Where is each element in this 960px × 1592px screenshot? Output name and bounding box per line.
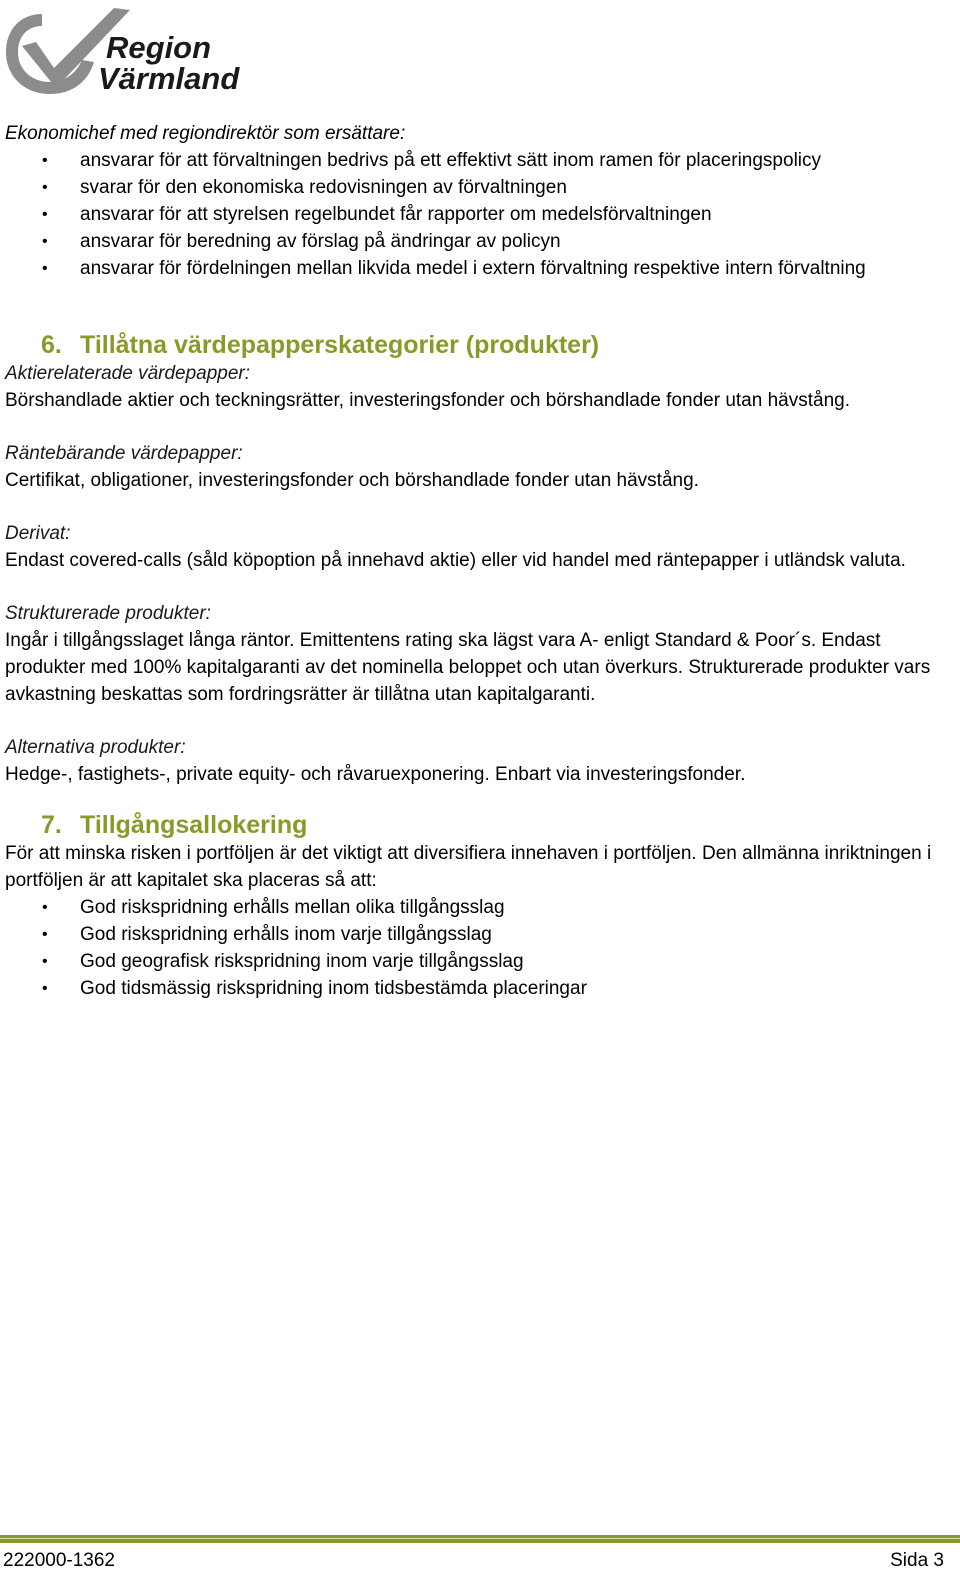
list-item: • svarar för den ekonomiska redovisningen av förvaltningen (5, 174, 940, 201)
list-item: • God riskspridning erhålls mellan olika tillgångsslag (5, 894, 940, 921)
bullet-icon: • (42, 260, 48, 277)
page-number: Sida 3 (890, 1550, 944, 1571)
block-text: Ingår i tillgångsslaget långa räntor. Emittentens rating ska lägst vara A- enligt Standard & Poor´s. Endast produkter med 100% kapitalgaranti av det nominella beloppet och utan överkurs. Strukturerade produkter vars avkastning beskattas som fordringsrätter är tillåtna utan kapitalgaranti. (5, 630, 931, 705)
bullet-icon: • (42, 233, 48, 250)
page-footer (0, 1547, 960, 1575)
intro-heading: Ekonomichef med regiondirektör som ersättare: (5, 123, 406, 144)
block-label: Aktierelaterade värdepapper: (5, 363, 251, 384)
list-item: • God tidsmässig riskspridning inom tidsbestämda placeringar (5, 975, 940, 1002)
block-label: Alternativa produkter: (5, 737, 186, 758)
document-number: 222000-1362 (3, 1550, 115, 1571)
block-derivat (5, 520, 940, 574)
block-rantebarande (5, 440, 940, 494)
footer-divider (0, 1535, 960, 1543)
list-item: • ansvarar för att förvaltningen bedrivs på ett effektivt sätt inom ramen för placeringspolicy (5, 147, 940, 174)
list-item: • ansvarar för fördelningen mellan likvida medel i extern förvaltning respektive intern förvaltning (5, 255, 940, 282)
section-6-heading (5, 330, 940, 360)
bullet-icon: • (42, 152, 48, 169)
section-6-title: Tillåtna värdepapperskategorier (produkter) (80, 331, 600, 359)
list-item: • ansvarar för att styrelsen regelbundet får rapporter om medelsförvaltningen (5, 201, 940, 228)
block-label: Strukturerade produkter: (5, 603, 211, 624)
list-item: • God riskspridning erhålls inom varje tillgångsslag (5, 921, 940, 948)
block-aktier (5, 360, 940, 414)
section-7-title: Tillgångsallokering (80, 811, 308, 839)
intro-list (5, 147, 940, 282)
section-7-intro: För att minska risken i portföljen är det viktigt att diversifiera innehaven i portföljen. Den allmänna inriktningen i portföljen är att kapitalet ska placeras så att: (5, 843, 932, 891)
block-label: Räntebärande värdepapper: (5, 443, 243, 464)
block-text: Börshandlade aktier och teckningsrätter, investeringsfonder och börshandlade fonder utan hävstång. (5, 390, 850, 411)
bullet-icon: • (42, 899, 48, 916)
bullet-icon: • (42, 206, 48, 223)
region-varmland-logo (2, 2, 242, 98)
logo-line1: Region (106, 30, 212, 65)
block-label: Derivat: (5, 523, 71, 544)
logo-line2: Värmland (98, 61, 240, 96)
block-text: Certifikat, obligationer, investeringsfonder och börshandlade fonder utan hävstång. (5, 470, 699, 491)
list-item: • God geografisk riskspridning inom varje tillgångsslag (5, 948, 940, 975)
block-text: Endast covered-calls (såld köpoption på innehavd aktie) eller vid handel med räntepapper i utländsk valuta. (5, 550, 906, 571)
block-strukturerade (5, 600, 940, 708)
bullet-icon: • (42, 953, 48, 970)
bullet-icon: • (42, 926, 48, 943)
section-6-number: 6. (41, 331, 62, 359)
block-text: Hedge-, fastighets-, private equity- och råvaruexponering. Enbart via investeringsfonder. (5, 764, 746, 785)
document-body (5, 120, 940, 1002)
list-item: • ansvarar för beredning av förslag på ändringar av policyn (5, 228, 940, 255)
bullet-icon: • (42, 980, 48, 997)
allocation-list (5, 894, 940, 1002)
block-alternativa (5, 734, 940, 788)
section-7-number: 7. (41, 811, 62, 839)
bullet-icon: • (42, 179, 48, 196)
section-7-heading (5, 810, 940, 840)
